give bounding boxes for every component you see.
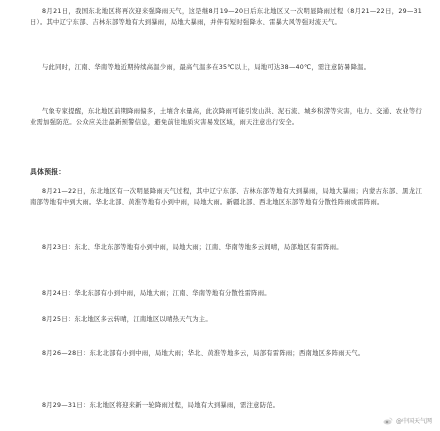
forecast-text: 8月23日：东北、华北东部等地有小到中雨，局地大雨；江南、华南等地多云间晴，局部地区有雷阵雨。 <box>42 244 343 251</box>
forecast-text: 8月29—31日：东北地区将迎来新一轮降雨过程，局地有大到暴雨，需注意防范。 <box>42 402 280 409</box>
watermark-text: @中国天气网 <box>395 418 432 425</box>
forecast-item <box>30 348 422 359</box>
heat-paragraph: 与此同时，江南、华南等地近期持续高温少雨，最高气温多在35℃以上，局地可达38—40℃，需注意防暑降温。 <box>42 64 371 71</box>
forecast-heading: 具体预报： <box>30 168 66 176</box>
forecast-item <box>30 242 422 253</box>
advice-paragraph: 气象专家提醒，东北地区前期降雨偏多，土壤含水量高，此次降雨可能引发山洪、泥石流、城乡积涝等灾害，电力、交通、农业等行业需加强防范。公众应关注最新预警信息，避免前往地质灾害易发区域，雨天注意出行安全。 <box>30 108 422 127</box>
watermark <box>383 416 432 425</box>
forecast-item <box>30 288 422 299</box>
forecast-item <box>30 314 422 325</box>
forecast-item <box>30 186 422 209</box>
forecast-item <box>30 400 422 411</box>
weibo-logo-icon <box>383 417 393 425</box>
forecast-text: 8月21—22日，东北地区有一次明显降雨天气过程，其中辽宁东部、吉林东部等地有大到暴雨，局地大暴雨；内蒙古东部、黑龙江南部等地有中到大雨。华北北部、黄淮等地有小到中雨，局地大雨。新疆北部、西北地区东部等地有分散性阵雨或雷阵雨。 <box>30 188 422 207</box>
forecast-text: 8月25日：东北地区多云转晴，江南地区以晴热天气为主。 <box>42 316 212 323</box>
intro-paragraph: 8月21日，我国东北地区将再次迎来强降雨天气，这是继8月19—20日后东北地区又一次明显降雨过程（8月21—22日，29—31日）。其中辽宁东部、吉林东部等地有大到暴雨，局地大暴雨，并伴有短时强降水、雷暴大风等强对流天气。 <box>30 8 422 27</box>
forecast-text: 8月26—28日：东北北部有小到中雨，局地大雨；华北、黄淮等地多云，局部有雷阵雨；西南地区多阵雨天气。 <box>42 350 365 357</box>
forecast-text: 8月24日：华北东部有小到中雨，局地大雨；江南、华南等地有分散性雷阵雨。 <box>42 290 271 297</box>
